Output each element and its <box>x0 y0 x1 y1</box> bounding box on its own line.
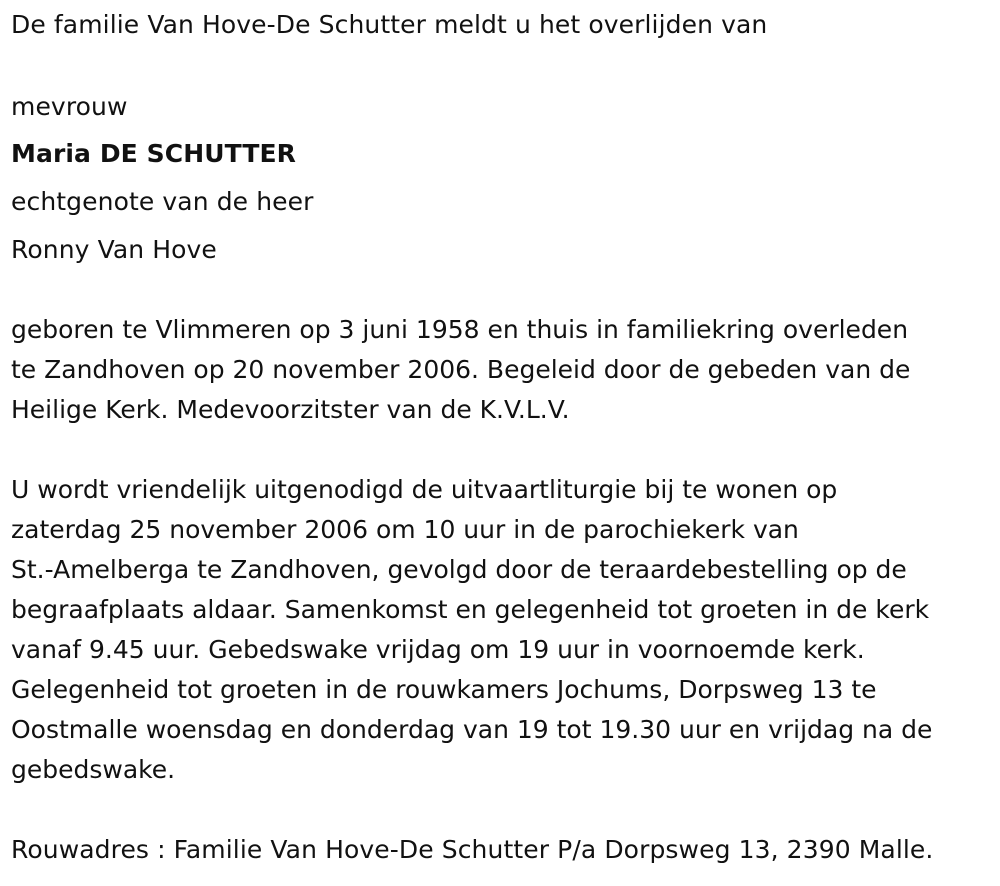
salutation: mevrouw <box>11 92 128 121</box>
funeral-line: zaterdag 25 november 2006 om 10 uur in de parochiekerk van <box>11 515 799 544</box>
biography-line: te Zandhoven op 20 november 2006. Begeleid door de gebeden van de <box>11 355 911 384</box>
biography-line: Heilige Kerk. Medevoorzitster van de K.V.L.V. <box>11 395 570 424</box>
funeral-line: begraafplaats aldaar. Samenkomst en gelegenheid tot groeten in de kerk <box>11 595 930 624</box>
spouse-name: Ronny Van Hove <box>11 235 217 264</box>
funeral-line: St.-Amelberga te Zandhoven, gevolgd door de teraardebestelling op de <box>11 555 907 584</box>
funeral-line: U wordt vriendelijk uitgenodigd de uitvaartliturgie bij te wonen op <box>11 475 838 504</box>
biography-paragraph <box>11 310 996 430</box>
funeral-line: Oostmalle woensdag en donderdag van 19 tot 19.30 uur en vrijdag na de <box>11 715 933 744</box>
biography-line: geboren te Vlimmeren op 3 juni 1958 en thuis in familiekring overleden <box>11 315 909 344</box>
funeral-line: Gelegenheid tot groeten in de rouwkamers Jochums, Dorpsweg 13 te <box>11 675 877 704</box>
deceased-name: Maria DE SCHUTTER <box>11 139 297 168</box>
funeral-paragraph <box>11 470 996 790</box>
mourning-address: Rouwadres : Familie Van Hove-De Schutter P/a Dorpsweg 13, 2390 Malle. <box>11 835 934 864</box>
funeral-line: vanaf 9.45 uur. Gebedswake vrijdag om 19 uur in voornoemde kerk. <box>11 635 865 664</box>
relation-text: echtgenote van de heer <box>11 187 314 216</box>
intro-text: De familie Van Hove-De Schutter meldt u het overlijden van <box>11 10 768 39</box>
funeral-line: gebedswake. <box>11 755 176 784</box>
